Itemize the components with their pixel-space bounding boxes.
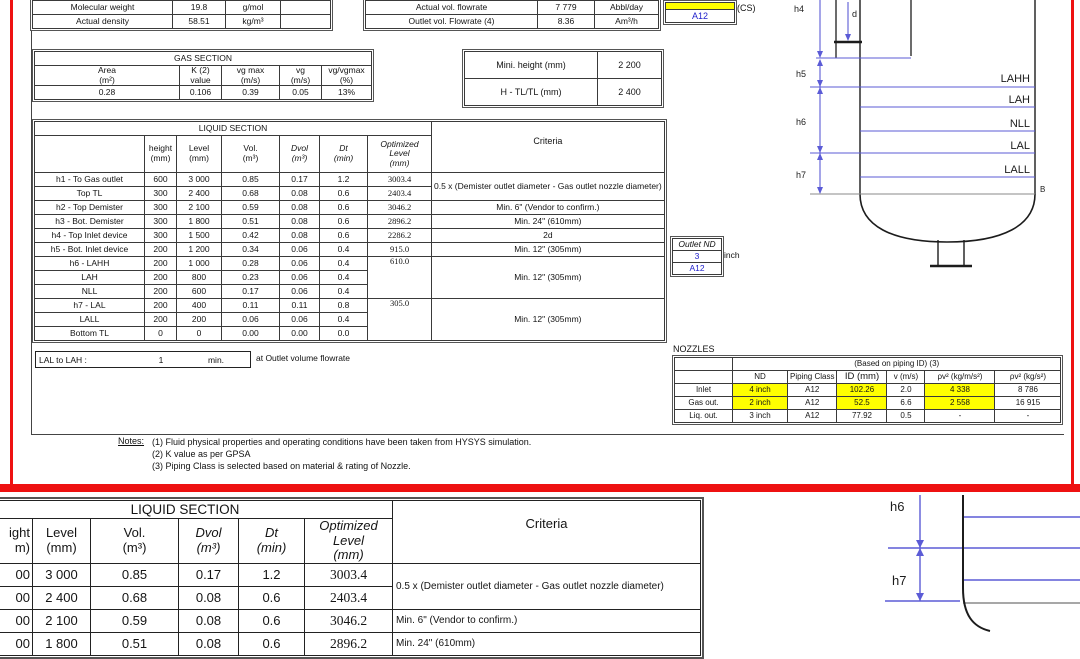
cell-dt: 0.8 xyxy=(320,299,368,313)
col-header: Dt (min) xyxy=(239,519,305,564)
cell-level: 2 100 xyxy=(33,610,91,633)
gas-value: 0.39 xyxy=(222,86,280,100)
gas-value: 0.106 xyxy=(180,86,222,100)
cell-opt: 2896.2 xyxy=(305,633,393,656)
cell-level: 400 xyxy=(177,299,222,313)
bottom-liquid-table xyxy=(0,497,704,659)
col-header: ND xyxy=(733,371,788,384)
cell-dt: 1.2 xyxy=(320,173,368,187)
col-header: ID (mm) xyxy=(837,371,887,384)
cell-height: 200 xyxy=(145,313,177,327)
flow-value: 8.36 xyxy=(538,15,595,29)
col-header: Vol. (m³) xyxy=(222,136,280,173)
nozzles-table xyxy=(672,355,1063,425)
cell-id: 77.92 xyxy=(837,410,887,423)
cell-vol: 0.68 xyxy=(91,587,179,610)
cell-level: 1 000 xyxy=(177,257,222,271)
residence-suffix: at Outlet volume flowrate xyxy=(256,353,351,363)
cell-nd: 4 inch xyxy=(733,384,788,397)
cell-dt: 0.4 xyxy=(320,271,368,285)
table-row xyxy=(675,397,1061,410)
table-row xyxy=(35,122,665,136)
cell-id: 52.5 xyxy=(837,397,887,410)
residence-time-box xyxy=(35,351,251,368)
height-value: 2 200 xyxy=(598,52,662,79)
cell-opt: 3003.4 xyxy=(305,564,393,587)
lah-label: LAH xyxy=(1008,94,1030,106)
lal-label: LAL xyxy=(1010,140,1030,152)
cell-dvol: 0.06 xyxy=(280,271,320,285)
gas-section-title: GAS SECTION xyxy=(35,52,372,66)
table-row xyxy=(35,52,372,66)
cell-dvol: 0.08 xyxy=(280,229,320,243)
cell-dvol: 0.08 xyxy=(280,187,320,201)
prop-value: 58.51 xyxy=(173,15,226,29)
cell-opt: 2403.4 xyxy=(305,587,393,610)
red-annotation-border-right xyxy=(1071,0,1074,492)
table-row xyxy=(35,243,665,257)
cell-vol: 0.85 xyxy=(222,173,280,187)
nozzle-row-label: Inlet xyxy=(675,384,733,397)
cell-opt: 2286.2 xyxy=(368,229,432,243)
col-header: vg/vgmax (%) xyxy=(322,66,372,86)
cell-v: 6.6 xyxy=(887,397,925,410)
gas-value: 0.28 xyxy=(35,86,180,100)
nozzles-title: NOZZLES xyxy=(673,344,715,354)
cell-dt: 0.6 xyxy=(239,610,305,633)
cell-vol: 0.85 xyxy=(91,564,179,587)
table-row xyxy=(35,173,665,187)
nll-label: NLL xyxy=(1009,118,1030,130)
cell-opt: 305.0 xyxy=(368,299,432,341)
cell-level: 200 xyxy=(177,313,222,327)
notes xyxy=(118,436,531,472)
cell-piping-class: A12 xyxy=(788,384,837,397)
criteria-cell: Min. 12" (305mm) xyxy=(432,257,665,299)
liquid-section-title: LIQUID SECTION xyxy=(0,501,393,519)
criteria-cell: Min. 12" (305mm) xyxy=(432,299,665,341)
cell-rhov2b: - xyxy=(995,410,1061,423)
criteria-cell: Min. 12" (305mm) xyxy=(432,243,665,257)
col-header: Dvol (m³) xyxy=(280,136,320,173)
bottom-vessel-diagram xyxy=(860,495,1080,630)
outlet-nd-title: Outlet ND xyxy=(672,238,722,251)
flow-unit: Am³/h xyxy=(595,15,659,29)
col-header: Level (mm) xyxy=(33,519,91,564)
criteria-header: Criteria xyxy=(393,501,701,564)
prop-unit: kg/m³ xyxy=(226,15,281,29)
table-row xyxy=(0,633,701,656)
vessel-wall xyxy=(963,495,990,631)
cell-opt: 915.0 xyxy=(368,243,432,257)
prop-value: 19.8 xyxy=(173,1,226,15)
cell-height: 00 xyxy=(0,610,33,633)
table-row xyxy=(366,1,659,15)
cell-v: 0.5 xyxy=(887,410,925,423)
h5-label: h5 xyxy=(796,69,807,79)
cell-nd: 2 inch xyxy=(733,397,788,410)
cell-vol: 0.34 xyxy=(222,243,280,257)
empty-cell xyxy=(281,15,331,29)
cell-vol: 0.23 xyxy=(222,271,280,285)
lahh-label: LAHH xyxy=(1000,73,1030,85)
cell-dvol: 0.08 xyxy=(179,633,239,656)
row-label: Bottom TL xyxy=(35,327,145,341)
red-annotation-border-left xyxy=(10,0,13,492)
cell-dvol: 0.06 xyxy=(280,285,320,299)
bottom-head xyxy=(860,194,1035,242)
height-summary-table xyxy=(462,49,664,108)
cell-vol: 0.42 xyxy=(222,229,280,243)
note-item: (2) K value as per GPSA xyxy=(152,449,251,459)
prop-label: Molecular weight xyxy=(33,1,173,15)
col-header: vg max (m/s) xyxy=(222,66,280,86)
table-row xyxy=(35,215,665,229)
col-header: Piping Class xyxy=(788,371,837,384)
cell-height: 600 xyxy=(145,173,177,187)
outlet-nd-box xyxy=(670,236,724,277)
row-label: LAH xyxy=(35,271,145,285)
residence-unit: min. xyxy=(207,354,225,365)
gas-value: 0.05 xyxy=(280,86,322,100)
cell-height: 00 xyxy=(0,633,33,656)
empty-cell xyxy=(675,358,733,371)
vessel-diagram xyxy=(780,0,1062,285)
cell-dt: 0.6 xyxy=(320,215,368,229)
height-label: H - TL/TL (mm) xyxy=(465,79,598,106)
table-row xyxy=(366,15,659,29)
cell-dvol: 0.17 xyxy=(280,173,320,187)
cell-rhov2b: 8 786 xyxy=(995,384,1061,397)
cell-level: 800 xyxy=(177,271,222,285)
prop-label: Actual density xyxy=(33,15,173,29)
cell-piping-class: A12 xyxy=(788,410,837,423)
col-header: Dvol (m³) xyxy=(179,519,239,564)
col-header: Level (mm) xyxy=(177,136,222,173)
b-label: B xyxy=(1040,185,1046,194)
material-suffix: (CS) xyxy=(737,3,756,13)
cell-dt: 1.2 xyxy=(239,564,305,587)
height-value: 2 400 xyxy=(598,79,662,106)
outlet-nd-unit: inch xyxy=(724,250,740,260)
cell-piping-class: A12 xyxy=(788,397,837,410)
cell-vol: 0.59 xyxy=(222,201,280,215)
row-label: Top TL xyxy=(35,187,145,201)
cell-vol: 0.06 xyxy=(222,313,280,327)
cell-opt: 2896.2 xyxy=(368,215,432,229)
note-item: (1) Fluid physical properties and operating conditions have been taken from HYSYS simulation. xyxy=(152,437,532,447)
cell-height: 200 xyxy=(145,299,177,313)
material-class-box xyxy=(663,0,737,25)
cell-height: 00 xyxy=(0,564,33,587)
cell-height: 300 xyxy=(145,215,177,229)
cell-height: 300 xyxy=(145,229,177,243)
col-header: ρv² (kg/m/s²) xyxy=(925,371,995,384)
table-row xyxy=(675,384,1061,397)
nozzle-row-label: Gas out. xyxy=(675,397,733,410)
cell-vol: 0.28 xyxy=(222,257,280,271)
gas-section-table xyxy=(32,49,374,102)
table-row xyxy=(35,299,665,313)
liquid-section-table xyxy=(32,119,667,343)
row-label: h1 - To Gas outlet xyxy=(35,173,145,187)
cell-dvol: 0.11 xyxy=(280,299,320,313)
table-row xyxy=(465,52,662,79)
col-header: Area (m²) xyxy=(35,66,180,86)
residence-value: 1 xyxy=(158,354,164,365)
flow-label: Actual vol. flowrate xyxy=(366,1,538,15)
row-label: h7 - LAL xyxy=(35,299,145,313)
row-label: h5 - Bot. Inlet device xyxy=(35,243,145,257)
outlet-nd-class: A12 xyxy=(672,262,722,275)
cell-opt: 610.0 xyxy=(368,257,432,299)
col-header: ρv² (kg/s²) xyxy=(995,371,1061,384)
residence-label: LAL to LAH : xyxy=(39,354,87,365)
table-row xyxy=(35,257,665,271)
h7-label: h7 xyxy=(796,170,807,180)
gas-value: 13% xyxy=(322,86,372,100)
flow-value: 7 779 xyxy=(538,1,595,15)
col-header: Vol. (m³) xyxy=(91,519,179,564)
cell-dt: 0.6 xyxy=(320,187,368,201)
col-header: v (m/s) xyxy=(887,371,925,384)
criteria-cell: Min. 6" (Vendor to confirm.) xyxy=(393,610,701,633)
cell-rhov2: 4 338 xyxy=(925,384,995,397)
table-row xyxy=(0,501,701,519)
cell-level: 1 500 xyxy=(177,229,222,243)
cell-dvol: 0.06 xyxy=(280,313,320,327)
flow-unit: Abbl/day xyxy=(595,1,659,15)
cell-v: 2.0 xyxy=(887,384,925,397)
col-header: ight m) xyxy=(0,519,33,564)
cell-dt: 0.6 xyxy=(320,229,368,243)
col-header: Dt (min) xyxy=(320,136,368,173)
cell-opt: 3003.4 xyxy=(368,173,432,187)
cell-dvol: 0.06 xyxy=(280,257,320,271)
nozzles-span-header: (Based on piping ID) (3) xyxy=(733,358,1061,371)
empty-cell xyxy=(675,371,733,384)
criteria-cell: 0.5 x (Demister outlet diameter - Gas outlet nozzle diameter) xyxy=(393,564,701,610)
cell-level: 2 100 xyxy=(177,201,222,215)
table-row xyxy=(35,86,372,100)
table-row xyxy=(465,79,662,106)
cell-dt: 0.4 xyxy=(320,243,368,257)
cell-level: 0 xyxy=(177,327,222,341)
cell-height: 200 xyxy=(145,285,177,299)
cell-level: 1 800 xyxy=(33,633,91,656)
cell-rhov2: - xyxy=(925,410,995,423)
row-label: h4 - Top Inlet device xyxy=(35,229,145,243)
red-annotation-border-bottom xyxy=(0,484,1080,492)
col-header: height (mm) xyxy=(145,136,177,173)
table-row xyxy=(33,15,331,29)
nozzle-row-label: Liq. out. xyxy=(675,410,733,423)
notes-label: Notes: xyxy=(118,436,145,446)
criteria-header: Criteria xyxy=(432,122,665,173)
cell-level: 2 400 xyxy=(177,187,222,201)
cell-dvol: 0.00 xyxy=(280,327,320,341)
table-row xyxy=(675,358,1061,371)
highlighted-cell xyxy=(665,2,735,9)
cell-height: 200 xyxy=(145,257,177,271)
cell-dt: 0.0 xyxy=(320,327,368,341)
cell-vol: 0.51 xyxy=(222,215,280,229)
col-header: Optimized Level (mm) xyxy=(368,136,432,173)
cell-dvol: 0.17 xyxy=(179,564,239,587)
cell-dt: 0.4 xyxy=(320,257,368,271)
liquid-section-title: LIQUID SECTION xyxy=(35,122,432,136)
table-row xyxy=(35,66,372,86)
h6-label: h6 xyxy=(890,499,905,514)
table-row xyxy=(0,610,701,633)
cell-dt: 0.6 xyxy=(239,633,305,656)
row-label: LALL xyxy=(35,313,145,327)
row-label: h2 - Top Demister xyxy=(35,201,145,215)
cell-rhov2: 2 558 xyxy=(925,397,995,410)
cell-nd: 3 inch xyxy=(733,410,788,423)
cell-opt: 2403.4 xyxy=(368,187,432,201)
col-header xyxy=(35,136,145,173)
empty-cell xyxy=(281,1,331,15)
cell-level: 2 400 xyxy=(33,587,91,610)
cell-vol: 0.59 xyxy=(91,610,179,633)
material-class-value: A12 xyxy=(665,9,735,23)
h4-label: h4 xyxy=(794,4,805,14)
h7-label: h7 xyxy=(892,573,907,588)
cell-height: 0 xyxy=(145,327,177,341)
cell-dt: 0.6 xyxy=(320,201,368,215)
note-item: (3) Piping Class is selected based on material & rating of Nozzle. xyxy=(152,461,411,471)
cell-dvol: 0.08 xyxy=(280,215,320,229)
flow-table xyxy=(363,0,661,31)
lall-label: LALL xyxy=(1004,164,1030,176)
cell-dvol: 0.08 xyxy=(179,610,239,633)
cell-dvol: 0.08 xyxy=(179,587,239,610)
row-label: h3 - Bot. Demister xyxy=(35,215,145,229)
cell-rhov2b: 16 915 xyxy=(995,397,1061,410)
cell-level: 600 xyxy=(177,285,222,299)
cell-level: 3 000 xyxy=(177,173,222,187)
cell-opt: 3046.2 xyxy=(305,610,393,633)
cell-vol: 0.68 xyxy=(222,187,280,201)
cell-dt: 0.4 xyxy=(320,313,368,327)
outlet-nd-size: 3 xyxy=(672,250,722,263)
cell-dt: 0.6 xyxy=(239,587,305,610)
criteria-cell: Min. 24" (610mm) xyxy=(432,215,665,229)
table-row xyxy=(0,564,701,587)
row-label: h6 - LAHH xyxy=(35,257,145,271)
cell-vol: 0.00 xyxy=(222,327,280,341)
row-label: NLL xyxy=(35,285,145,299)
flow-label: Outlet vol. Flowrate (4) xyxy=(366,15,538,29)
cell-height: 300 xyxy=(145,201,177,215)
col-header: K (2) value xyxy=(180,66,222,86)
cell-level: 1 800 xyxy=(177,215,222,229)
cell-id: 102.26 xyxy=(837,384,887,397)
cell-height: 200 xyxy=(145,243,177,257)
cell-level: 3 000 xyxy=(33,564,91,587)
table-row xyxy=(675,410,1061,423)
height-label: Mini. height (mm) xyxy=(465,52,598,79)
d-label: d xyxy=(852,9,858,19)
criteria-cell: 0.5 x (Demister outlet diameter - Gas outlet nozzle diameter) xyxy=(432,173,665,201)
table-row xyxy=(35,201,665,215)
prop-unit: g/mol xyxy=(226,1,281,15)
cell-height: 200 xyxy=(145,271,177,285)
col-header: Optimized Level (mm) xyxy=(305,519,393,564)
cell-vol: 0.11 xyxy=(222,299,280,313)
criteria-cell: 2d xyxy=(432,229,665,243)
criteria-cell: Min. 24" (610mm) xyxy=(393,633,701,656)
cell-opt: 3046.2 xyxy=(368,201,432,215)
col-header: vg (m/s) xyxy=(280,66,322,86)
cell-vol: 0.51 xyxy=(91,633,179,656)
table-row xyxy=(35,229,665,243)
cell-vol: 0.17 xyxy=(222,285,280,299)
cell-dvol: 0.06 xyxy=(280,243,320,257)
cell-dt: 0.4 xyxy=(320,285,368,299)
table-row xyxy=(675,371,1061,384)
h6-label: h6 xyxy=(796,117,807,127)
cell-level: 1 200 xyxy=(177,243,222,257)
cell-height: 300 xyxy=(145,187,177,201)
cell-dvol: 0.08 xyxy=(280,201,320,215)
cell-height: 00 xyxy=(0,587,33,610)
props-table xyxy=(30,0,333,31)
table-row xyxy=(33,1,331,15)
criteria-cell: Min. 6" (Vendor to confirm.) xyxy=(432,201,665,215)
